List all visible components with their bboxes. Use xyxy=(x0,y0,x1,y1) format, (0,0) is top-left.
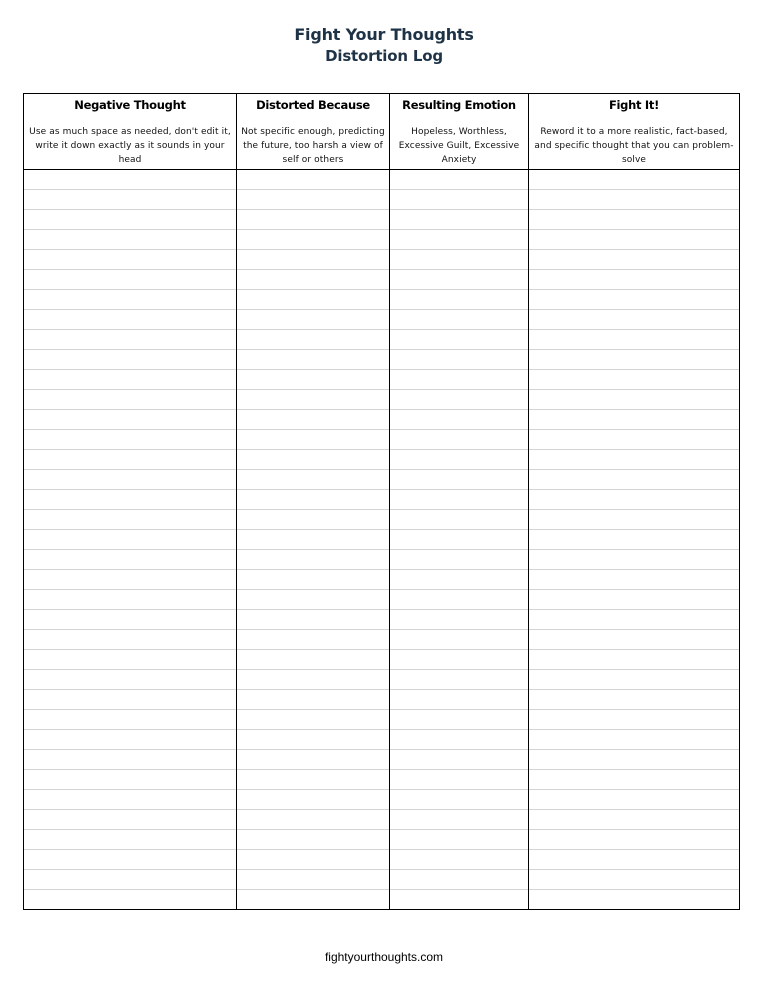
distortion-log-table xyxy=(23,93,740,910)
column-header xyxy=(24,94,236,170)
column-title: Distorted Because xyxy=(256,98,370,112)
column-header xyxy=(390,94,528,170)
column-resulting-emotion xyxy=(389,94,528,909)
column-title: Resulting Emotion xyxy=(402,98,516,112)
column-description: Reword it to a more realistic, fact-based, and specific thought that you can problem-solve xyxy=(534,127,734,165)
column-description: Not specific enough, predicting the future, too harsh a view of self or others xyxy=(241,127,385,165)
writing-lines[interactable] xyxy=(237,170,389,909)
page-header xyxy=(0,24,768,66)
column-negative-thought xyxy=(24,94,236,909)
column-header xyxy=(237,94,389,170)
column-fight-it xyxy=(528,94,739,909)
writing-lines[interactable] xyxy=(529,170,739,909)
page-title: Fight Your Thoughts xyxy=(294,25,474,44)
writing-lines[interactable] xyxy=(24,170,236,909)
page-subtitle: Distortion Log xyxy=(325,47,443,65)
column-description: Hopeless, Worthless, Excessive Guilt, Excessive Anxiety xyxy=(398,127,520,165)
column-title: Negative Thought xyxy=(74,98,186,112)
column-distorted-because xyxy=(236,94,389,909)
writing-lines[interactable] xyxy=(390,170,528,909)
column-title: Fight It! xyxy=(608,98,660,112)
column-header xyxy=(529,94,739,170)
column-description: Use as much space as needed, don't edit it, write it down exactly as it sounds in your head xyxy=(29,127,231,165)
footer-website: fightyourthoughts.com xyxy=(324,950,444,964)
